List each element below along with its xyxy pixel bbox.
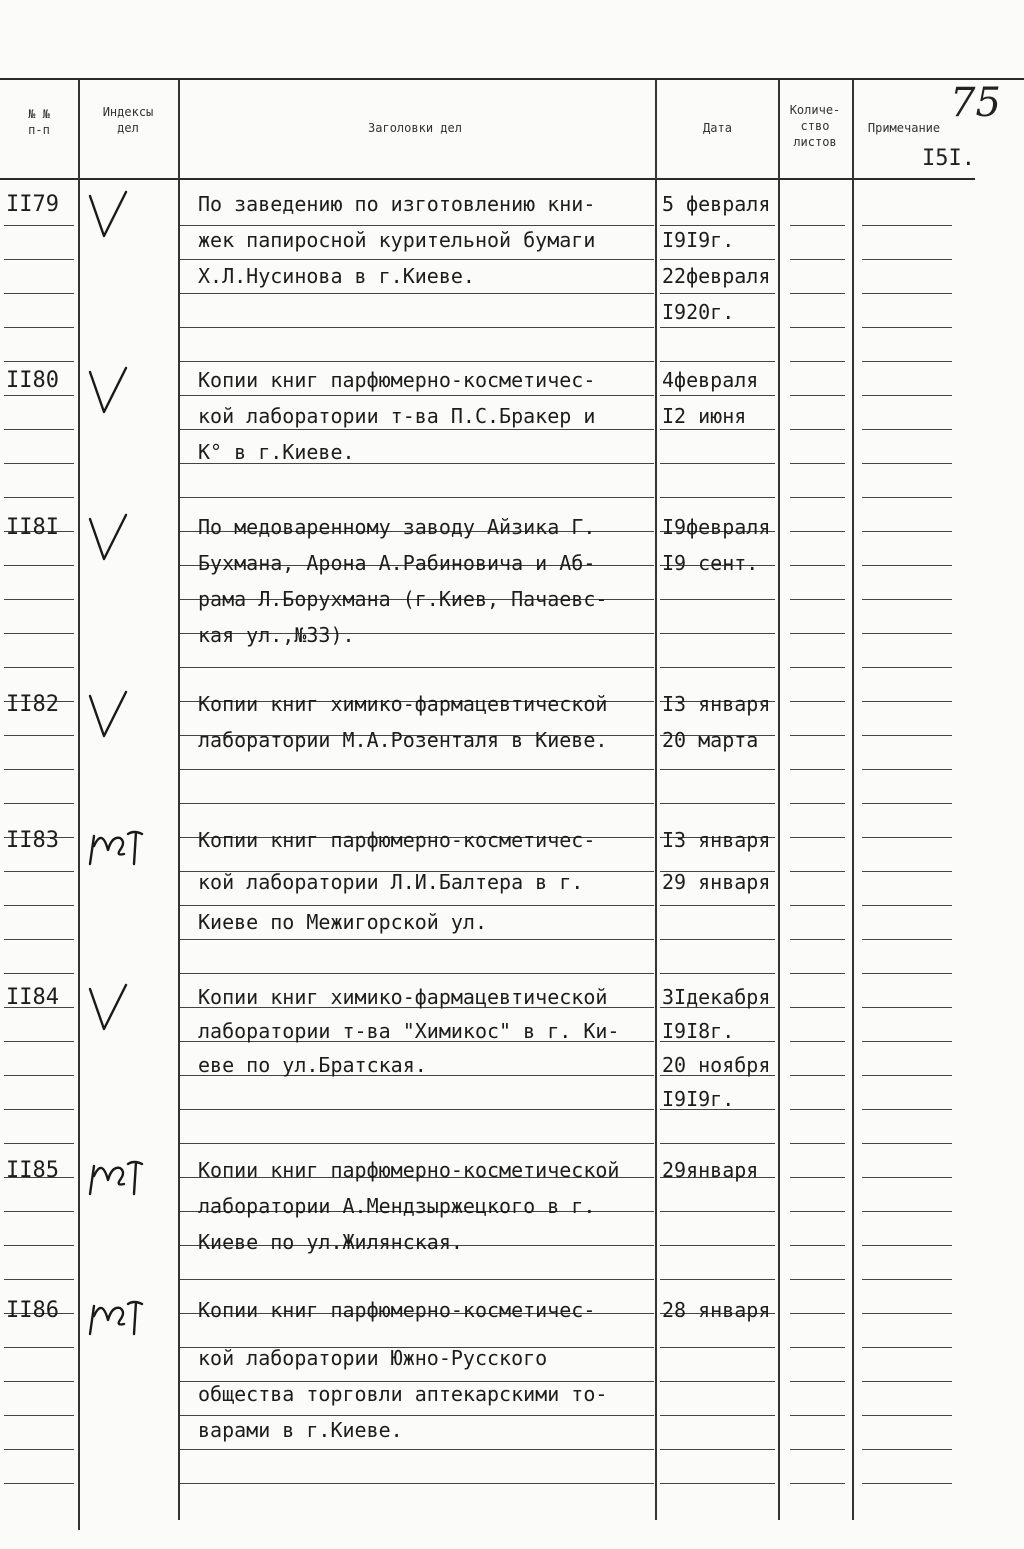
index-check-mark xyxy=(86,364,136,424)
ledger-rule xyxy=(660,361,775,362)
ledger-rule xyxy=(660,429,775,430)
ledger-rule xyxy=(660,1347,775,1348)
ledger-rule xyxy=(180,361,654,362)
ledger-rule xyxy=(660,1143,775,1144)
entry-title-line: лаборатории т-ва "Химикос" в г. Ки- xyxy=(198,1019,620,1043)
ledger-rule xyxy=(862,735,952,736)
ledger-rule xyxy=(660,259,775,260)
ledger-rule xyxy=(862,1109,952,1110)
ledger-rule xyxy=(862,1075,952,1076)
ledger-rule xyxy=(180,259,654,260)
ledger-rule xyxy=(862,497,952,498)
ledger-rule xyxy=(862,1313,952,1314)
entry-date-line: 28 января xyxy=(662,1298,771,1322)
ledger-rule xyxy=(660,667,775,668)
ledger-rule xyxy=(790,259,845,260)
ledger-rule xyxy=(660,395,775,396)
ledger-rule xyxy=(790,1415,845,1416)
entry-number: II83 xyxy=(6,828,59,853)
ledger-rule xyxy=(790,1143,845,1144)
ledger-rule xyxy=(862,1381,952,1382)
ledger-rule xyxy=(4,327,74,328)
ledger-rule xyxy=(862,973,952,974)
ledger-rule xyxy=(862,327,952,328)
ledger-rule xyxy=(862,701,952,702)
index-handwritten-net xyxy=(86,824,166,872)
ledger-rule xyxy=(180,293,654,294)
ledger-rule xyxy=(790,395,845,396)
entry-date-line: 22февраля xyxy=(662,264,771,288)
ledger-rule xyxy=(790,905,845,906)
ledger-rule xyxy=(180,667,654,668)
ledger-rule xyxy=(4,293,74,294)
ledger-rule xyxy=(790,327,845,328)
ledger-rule xyxy=(862,395,952,396)
ledger-rule xyxy=(790,429,845,430)
ledger-rule xyxy=(660,225,775,226)
ledger-rule xyxy=(660,1211,775,1212)
entry-date-line: 29января xyxy=(662,1158,759,1182)
ledger-rule xyxy=(790,1177,845,1178)
ledger-rule xyxy=(790,803,845,804)
ledger-rule xyxy=(790,1279,845,1280)
entry-number: II84 xyxy=(6,985,59,1010)
ledger-rule xyxy=(790,531,845,532)
entry-title-line: кой лаборатории т-ва П.С.Бракер и xyxy=(198,404,596,428)
entry-title-line: По заведению по изготовлению кни- xyxy=(198,192,596,216)
ledger-rule xyxy=(180,327,654,328)
ledger-rule xyxy=(790,1245,845,1246)
ledger-rule xyxy=(180,973,654,974)
ledger-rule xyxy=(862,1245,952,1246)
ledger-rule xyxy=(790,361,845,362)
header-num: № № п-п xyxy=(28,107,50,137)
handwritten-page-number: 75 xyxy=(950,80,1001,126)
entry-title-line: По медоваренному заводу Айзика Г. xyxy=(198,515,596,539)
ledger-rule xyxy=(862,1483,952,1484)
entry-date-line: 4февраля xyxy=(662,368,759,392)
entry-title-line: кой лаборатории Л.И.Балтера в г. xyxy=(198,870,584,894)
entry-date-line: 20 марта xyxy=(662,728,759,752)
entry-title-line: лаборатории А.Мендзыржецкого в г. xyxy=(198,1194,596,1218)
header-date: Дата xyxy=(703,121,732,135)
ledger-rule xyxy=(862,1347,952,1348)
ledger-rule xyxy=(4,939,74,940)
entry-date-line: I9 сент. xyxy=(662,551,759,575)
ledger-rule xyxy=(4,871,74,872)
ledger-rule xyxy=(660,1245,775,1246)
entry-title-line: Бухмана, Арона А.Рабиновича и Аб- xyxy=(198,551,596,575)
ledger-rule xyxy=(660,633,775,634)
entry-title-line: Киеве по Межигорской ул. xyxy=(198,910,487,934)
ledger-rule xyxy=(790,565,845,566)
ledger-rule xyxy=(790,1381,845,1382)
ledger-rule xyxy=(180,803,654,804)
ledger-rule xyxy=(862,769,952,770)
index-check-mark xyxy=(86,688,136,748)
ledger-rule xyxy=(4,633,74,634)
ledger-rule xyxy=(862,633,952,634)
ledger-rule xyxy=(660,327,775,328)
entry-number: II82 xyxy=(6,692,59,717)
ledger-rule xyxy=(4,259,74,260)
ledger-rule xyxy=(180,1483,654,1484)
index-handwritten-net xyxy=(86,1294,166,1342)
table-top-rule xyxy=(0,78,1024,80)
ledger-rule xyxy=(790,735,845,736)
header-bottom-rule xyxy=(0,178,975,180)
ledger-rule xyxy=(862,225,952,226)
ledger-rule xyxy=(790,497,845,498)
ledger-rule xyxy=(180,429,654,430)
ledger-rule xyxy=(4,1415,74,1416)
ledger-rule xyxy=(790,1483,845,1484)
ledger-rule xyxy=(4,1245,74,1246)
ledger-rule xyxy=(790,667,845,668)
ledger-rule xyxy=(862,361,952,362)
ledger-rule xyxy=(4,1347,74,1348)
ledger-rule xyxy=(4,735,74,736)
ledger-rule xyxy=(4,429,74,430)
ledger-rule xyxy=(660,1483,775,1484)
ledger-rule xyxy=(180,497,654,498)
ledger-rule xyxy=(4,1381,74,1382)
ledger-rule xyxy=(790,225,845,226)
entry-title-line: жек папиросной курительной бумаги xyxy=(198,228,596,252)
ledger-rule xyxy=(4,769,74,770)
entry-date-line: 20 ноября xyxy=(662,1053,771,1077)
ledger-rule xyxy=(180,1143,654,1144)
column-divider xyxy=(655,80,657,1520)
entry-date-line: I9I9г. xyxy=(662,228,735,252)
entry-date-line: 3Iдекабря xyxy=(662,985,771,1009)
ledger-rule xyxy=(790,769,845,770)
entry-title-line: Киеве по ул.Жилянская. xyxy=(198,1230,463,1254)
entry-title-line: Копии книг парфюмерно-косметичес- xyxy=(198,368,596,392)
ledger-rule xyxy=(660,803,775,804)
ledger-rule xyxy=(660,463,775,464)
ledger-rule xyxy=(4,361,74,362)
ledger-rule xyxy=(4,1279,74,1280)
ledger-rule xyxy=(790,599,845,600)
ledger-rule xyxy=(4,803,74,804)
column-divider xyxy=(778,80,780,1520)
entry-title-line: кой лаборатории Южно-Русского xyxy=(198,1346,548,1370)
ledger-rule xyxy=(180,1449,654,1450)
entry-title-line: лаборатории М.А.Розенталя в Киеве. xyxy=(198,728,608,752)
ledger-rule xyxy=(862,1177,952,1178)
page-number: I5I. xyxy=(922,146,975,171)
ledger-rule xyxy=(180,1415,654,1416)
ledger-rule xyxy=(790,1449,845,1450)
ledger-rule xyxy=(862,667,952,668)
entry-date-line: I920г. xyxy=(662,300,735,324)
entry-date-line: 5 февраля xyxy=(662,192,771,216)
entry-number: II80 xyxy=(6,368,59,393)
ledger-rule xyxy=(862,871,952,872)
ledger-rule xyxy=(4,1449,74,1450)
ledger-rule xyxy=(660,973,775,974)
entry-title-line: К° в г.Киеве. xyxy=(198,440,355,464)
header-sheets: Количе- ство листов xyxy=(789,103,841,149)
entry-date-line: I3 января xyxy=(662,692,771,716)
index-handwritten-net xyxy=(86,1154,166,1202)
ledger-rule xyxy=(862,293,952,294)
ledger-rule xyxy=(790,871,845,872)
entry-date-line: I9I9г. xyxy=(662,1087,735,1111)
ledger-rule xyxy=(180,905,654,906)
entry-date-line: I9I8г. xyxy=(662,1019,735,1043)
ledger-rule xyxy=(4,395,74,396)
entry-title-line: Копии книг химико-фармацевтической xyxy=(198,985,608,1009)
ledger-rule xyxy=(180,769,654,770)
ledger-rule xyxy=(4,905,74,906)
ledger-rule xyxy=(4,225,74,226)
column-divider xyxy=(78,80,80,1530)
ledger-rule xyxy=(790,973,845,974)
entry-title-line: Копии книг парфюмерно-косметичес- xyxy=(198,828,596,852)
ledger-rule xyxy=(862,531,952,532)
entry-title-line: кая ул.,№33). xyxy=(198,623,355,647)
ledger-rule xyxy=(862,803,952,804)
entry-date-line: I3 января xyxy=(662,828,771,852)
ledger-rule xyxy=(790,939,845,940)
ledger-rule xyxy=(790,1347,845,1348)
ledger-rule xyxy=(862,1279,952,1280)
ledger-rule xyxy=(660,1381,775,1382)
column-divider xyxy=(852,80,854,1520)
ledger-rule xyxy=(790,1313,845,1314)
ledger-rule xyxy=(4,1143,74,1144)
ledger-rule xyxy=(790,837,845,838)
entry-title-line: рама Л.Борухмана (г.Киев, Пачаевс- xyxy=(198,587,608,611)
ledger-rule xyxy=(862,1415,952,1416)
index-check-mark xyxy=(86,188,136,248)
ledger-rule xyxy=(4,973,74,974)
ledger-rule xyxy=(862,905,952,906)
ledger-rule xyxy=(862,939,952,940)
ledger-rule xyxy=(862,565,952,566)
entry-number: II86 xyxy=(6,1298,59,1323)
entry-number: II85 xyxy=(6,1158,59,1183)
ledger-rule xyxy=(790,701,845,702)
ledger-rule xyxy=(4,1075,74,1076)
entry-title-line: Копии книг химико-фармацевтической xyxy=(198,692,608,716)
ledger-rule xyxy=(4,1211,74,1212)
entry-date-line: 29 января xyxy=(662,870,771,894)
ledger-rule xyxy=(180,395,654,396)
ledger-rule xyxy=(660,1415,775,1416)
column-divider xyxy=(178,80,180,1520)
ledger-rule xyxy=(862,837,952,838)
ledger-rule xyxy=(862,1211,952,1212)
entry-number: II79 xyxy=(6,192,59,217)
ledger-rule xyxy=(4,1041,74,1042)
ledger-rule xyxy=(4,1483,74,1484)
index-check-mark xyxy=(86,511,136,571)
ledger-rule xyxy=(862,1041,952,1042)
ledger-rule xyxy=(4,463,74,464)
ledger-rule xyxy=(660,769,775,770)
entry-title-line: еве по ул.Братская. xyxy=(198,1053,427,1077)
header-index: Индексы дел xyxy=(102,105,154,135)
ledger-rule xyxy=(660,599,775,600)
ledger-rule xyxy=(790,293,845,294)
ledger-rule xyxy=(4,1109,74,1110)
ledger-rule xyxy=(4,497,74,498)
ledger-rule xyxy=(180,225,654,226)
ledger-rule xyxy=(862,1449,952,1450)
ledger-rule xyxy=(790,463,845,464)
ledger-rule xyxy=(4,599,74,600)
ledger-rule xyxy=(4,565,74,566)
ledger-rule xyxy=(862,259,952,260)
ledger-rule xyxy=(790,1007,845,1008)
header-title: Заголовки дел xyxy=(368,121,462,135)
ledger-rule xyxy=(790,1041,845,1042)
ledger-rule xyxy=(862,429,952,430)
ledger-rule xyxy=(862,1143,952,1144)
ledger-rule xyxy=(180,1109,654,1110)
ledger-rule xyxy=(180,939,654,940)
ledger-rule xyxy=(660,497,775,498)
ledger-rule xyxy=(4,667,74,668)
ledger-rule xyxy=(862,599,952,600)
ledger-rule xyxy=(790,1075,845,1076)
ledger-rule xyxy=(660,939,775,940)
entry-title-line: Копии книг парфюмерно-косметической xyxy=(198,1158,620,1182)
index-check-mark xyxy=(86,981,136,1041)
entry-date-line: I2 июня xyxy=(662,404,747,428)
ledger-rule xyxy=(862,1007,952,1008)
entry-title-line: Копии книг парфюмерно-косметичес- xyxy=(198,1298,596,1322)
ledger-rule xyxy=(862,463,952,464)
ledger-rule xyxy=(790,1211,845,1212)
entry-title-line: варами в г.Киеве. xyxy=(198,1418,403,1442)
entry-title-line: Х.Л.Нусинова в г.Киеве. xyxy=(198,264,475,288)
ledger-rule xyxy=(790,1109,845,1110)
ledger-rule xyxy=(180,1279,654,1280)
entry-title-line: общества торговли аптекарскими то- xyxy=(198,1382,608,1406)
ledger-rule xyxy=(660,905,775,906)
entry-number: II8I xyxy=(6,515,59,540)
header-note: Примечание xyxy=(867,121,941,135)
ledger-rule xyxy=(660,1279,775,1280)
ledger-rule xyxy=(790,633,845,634)
ledger-rule xyxy=(660,1449,775,1450)
entry-date-line: I9февраля xyxy=(662,515,771,539)
ledger-rule xyxy=(660,293,775,294)
